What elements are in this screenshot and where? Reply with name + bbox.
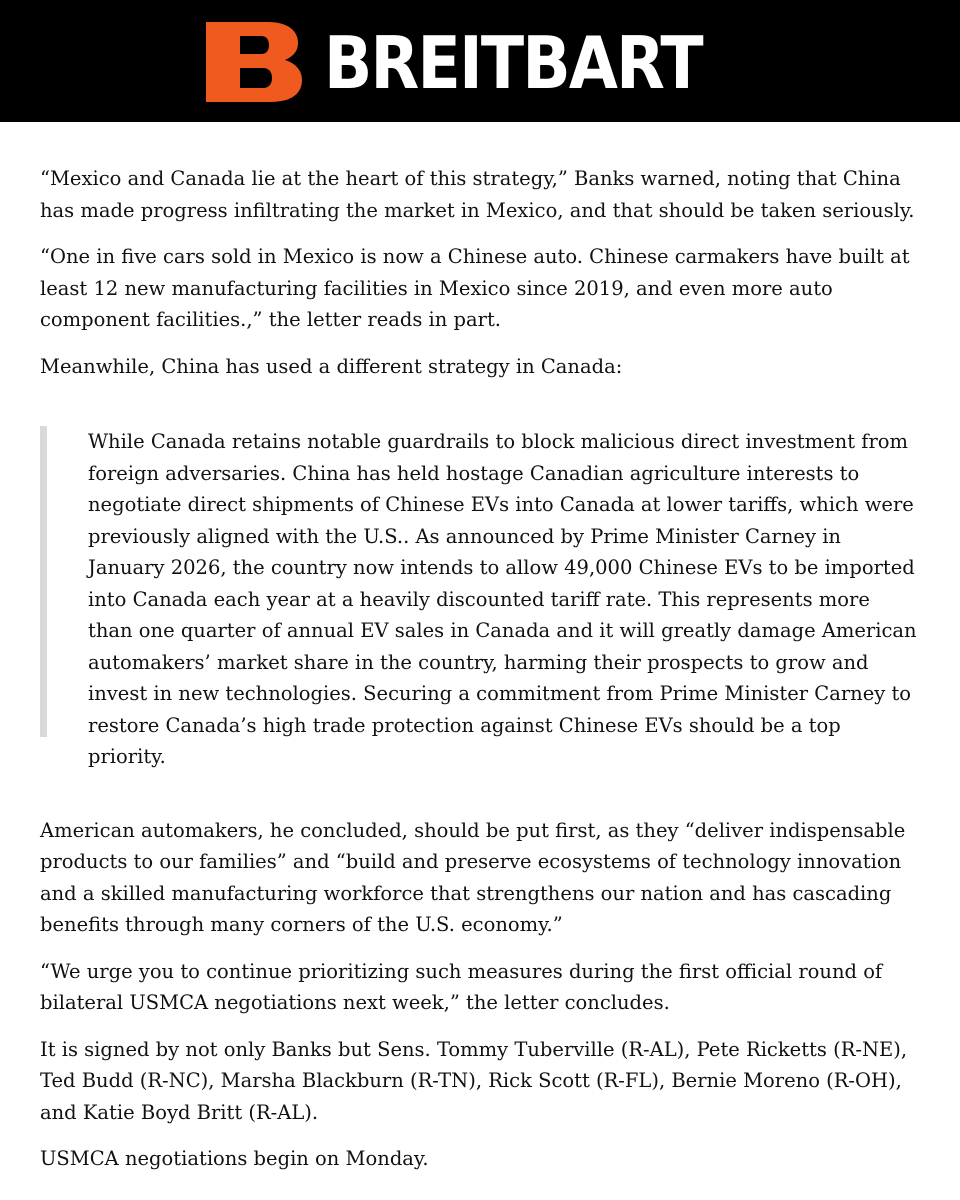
article-paragraph: USMCA negotiations begin on Monday. — [40, 1147, 429, 1170]
breitbart-b-logo-icon — [206, 22, 302, 102]
article-paragraph: “We urge you to continue prioritizing such measures during the first official round of bilateral USMCA negotiations next week,” the letter concludes. — [40, 959, 883, 1014]
article-paragraph: “One in five cars sold in Mexico is now a Chinese auto. Chinese carmakers have built at least 12 new manufacturing facilities in Mexico since 2019, and even more auto component facilities.,” the letter reads in part. — [40, 245, 910, 331]
article-paragraph: It is signed by not only Banks but Sens. Tommy Tuberville (R-AL), Pete Ricketts (R-NE), Ted Budd (R-NC), Marsha Blackburn (R-TN), Rick Scott (R-FL), Bernie Moreno (R-OH), and Katie Boyd Britt (R-AL). — [40, 1037, 908, 1124]
blockquote-bar — [40, 426, 47, 737]
article-paragraph: “Mexico and Canada lie at the heart of this strategy,” Banks warned, noting that China has made progress infiltrating the market in Mexico, and that should be taken seriously. — [40, 167, 915, 222]
blockquote — [40, 426, 920, 773]
article-body — [0, 122, 960, 1175]
site-header — [0, 0, 960, 122]
blockquote-text: While Canada retains notable guardrails to block malicious direct investment from foreign adversaries. China has held hostage Canadian agriculture interests to negotiate direct shipments of Chinese EVs into Canada at lower tariffs, which were previously aligned with the U.S.. As announced by Prime Minister Carney in January 2026, the country now intends to allow 49,000 Chinese EVs to be imported into Canada each year at a heavily discounted tariff rate. This represents more than one quarter of annual EV sales in Canada and it will greatly damage American automakers’ market share in the country, harming their prospects to grow and invest in new technologies. Securing a commitment from Prime Minister Carney to restore Canada’s high trade protection against Chinese EVs should be a top priority. — [88, 430, 917, 768]
article-paragraph: Meanwhile, China has used a different strategy in Canada: — [40, 354, 623, 378]
breitbart-logo[interactable] — [206, 0, 753, 122]
logo-wordmark: BREITBART — [324, 21, 703, 105]
article-paragraph: American automakers, he concluded, should be put first, as they “deliver indispensable products to our families” and “build and preserve ecosystems of technology innovation and a skilled manufacturing workforce that strengthens our nation and has cascading benefits through many corners of the U.S. economy.” — [40, 818, 906, 936]
